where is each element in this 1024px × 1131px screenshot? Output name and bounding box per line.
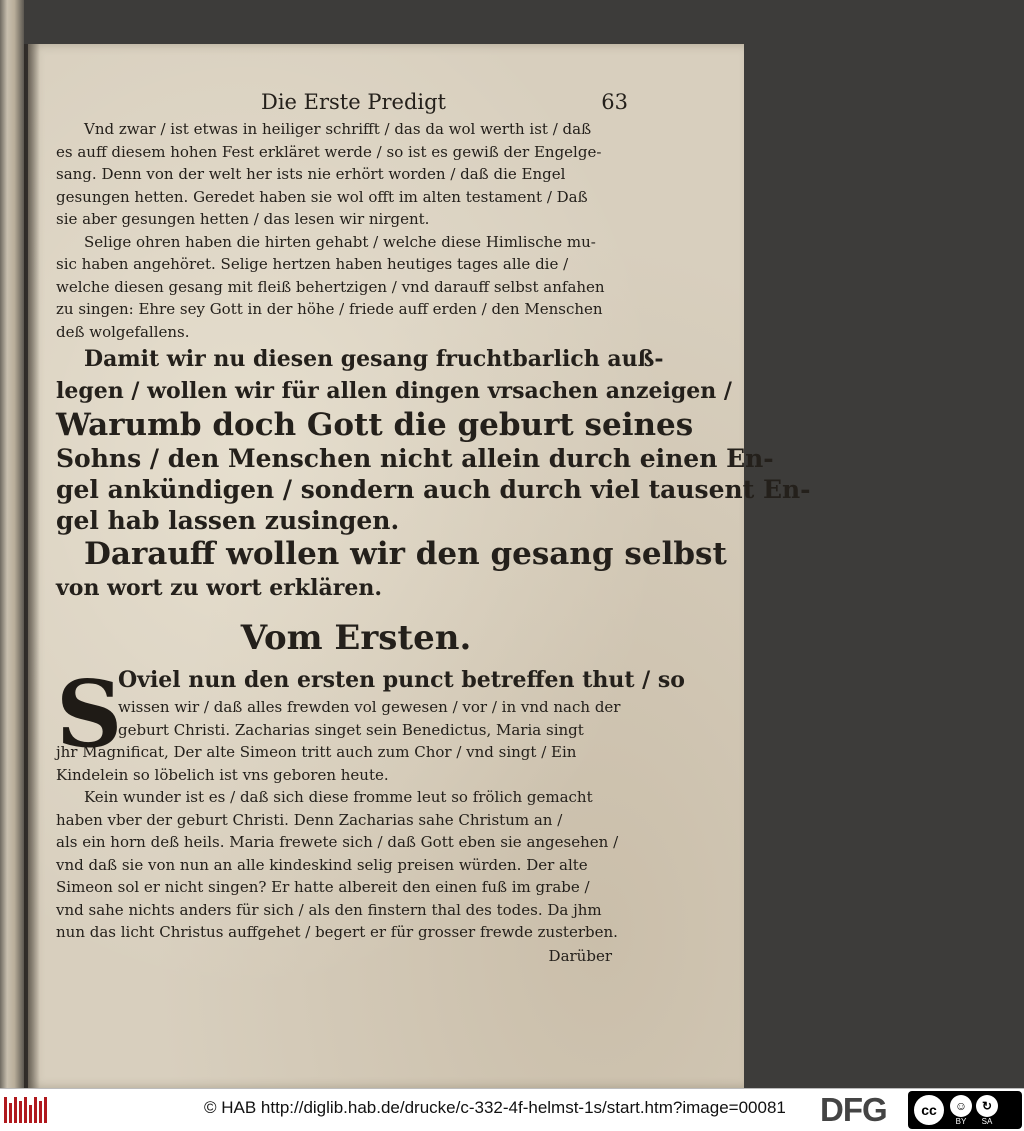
text-line: Vnd zwar / ist etwas in heiliger schrifft / das da wol werth ist / daß: [84, 120, 592, 138]
paragraph-2: [56, 231, 616, 344]
text-line: Kindelein so löbelich ist vns geboren heute.: [56, 765, 389, 784]
page-number: 63: [601, 90, 628, 114]
text-line: gel hab lassen zusingen.: [56, 506, 400, 535]
catchword: Darüber: [548, 946, 612, 965]
text-line: nun das licht Christus auffgehet / begert er für grosser frewde zusterben.: [56, 923, 618, 941]
text-line: deß wolgefallens.: [56, 322, 190, 341]
by-badge: [950, 1095, 972, 1126]
text-line: Sohns / den Menschen nicht allein durch einen En-: [56, 444, 774, 473]
text-line: geburt Christi. Zacharias singet sein Benedictus, Maria singt: [118, 720, 584, 739]
cc-by-sa-icon[interactable]: [908, 1091, 1022, 1129]
text-line: legen / wollen wir für allen dingen vrsachen anzeigen /: [56, 378, 732, 404]
text-line: Kein wunder ist es / daß sich diese fromme leut so frölich gemacht: [84, 788, 593, 806]
copyright-link[interactable]: © HAB http://diglib.hab.de/drucke/c-332-4f-helmst-1s/start.htm?image=00081: [204, 1098, 786, 1117]
text-line: Warumb doch Gott die geburt seines: [56, 407, 694, 443]
text-line: Simeon sol er nicht singen? Er hatte albereit den einen fuß im grabe /: [56, 878, 590, 896]
text-line: von wort zu wort erklären.: [56, 575, 382, 601]
paragraph-4: [56, 407, 811, 536]
text-line: welche diesen gesang mit fleiß behertzigen / vnd darauff selbst anfahen: [56, 277, 605, 296]
sa-label: SA: [981, 1116, 993, 1126]
text-line: Darauff wollen wir den gesang selbst: [84, 536, 727, 572]
paragraph-3: [56, 343, 732, 407]
cc-icon: cc: [912, 1093, 946, 1127]
text-line: gel ankündigen / sondern auch durch viel tausent En-: [56, 475, 811, 504]
text-line: sic haben angehöret. Selige hertzen haben heutiges tages alle die /: [56, 255, 569, 273]
page-text: [56, 86, 811, 968]
hab-logo-icon[interactable]: [4, 1097, 48, 1123]
paragraph-1: [56, 118, 616, 231]
paragraph-6: [56, 660, 685, 786]
text-line: vnd daß sie von nun an alle kindeskind selig preisen würden. Der alte: [56, 855, 588, 874]
sa-badge: [976, 1095, 998, 1126]
text-line: als ein horn deß heils. Maria frewete sich / daß Gott eben sie angesehen /: [56, 833, 619, 851]
paragraph-7: [56, 786, 619, 944]
gutter-shadow: [24, 44, 40, 1088]
share-alike-icon: ↻: [976, 1095, 998, 1117]
person-icon: ☺: [950, 1095, 972, 1117]
footer-bar: [0, 1088, 1024, 1131]
text-line: Damit wir nu diesen gesang fruchtbarlich auß-: [84, 346, 664, 372]
by-label: BY: [955, 1116, 967, 1126]
text-line: Selige ohren haben die hirten gehabt / welche diese Himlische mu-: [84, 232, 596, 251]
text-line: zu singen: Ehre sey Gott in der höhe / friede auff erden / den Menschen: [56, 300, 603, 318]
running-head-row: [56, 86, 628, 118]
running-head: Die Erste Predigt: [261, 90, 446, 114]
text-line: wissen wir / daß alles frewden vol gewesen / vor / in vnd nach der: [118, 698, 621, 716]
text-line: gesungen hetten. Geredet haben sie wol offt im alten testament / Daß: [56, 187, 588, 206]
text-line: sang. Denn von der welt her ists nie erhört worden / daß die Engel: [56, 165, 566, 183]
text-line: es auff diesem hohen Fest erkläret werde / so ist es gewiß der Engelge-: [56, 142, 602, 161]
dfg-logo[interactable]: DFG: [820, 1091, 887, 1128]
text-line: haben vber der geburt Christi. Denn Zacharias sahe Christum an /: [56, 810, 563, 829]
text-line: Oviel nun den ersten punct betreffen thut / so: [118, 667, 685, 693]
section-heading: Vom Ersten.: [240, 618, 472, 658]
text-line: jhr Magnificat, Der alte Simeon tritt auch zum Chor / vnd singt / Ein: [56, 743, 577, 761]
text-line: sie aber gesungen hetten / das lesen wir nirgent.: [56, 210, 430, 228]
drop-cap-initial: S: [56, 660, 123, 768]
paragraph-5: [56, 536, 727, 604]
left-page-edge: [0, 0, 24, 1088]
text-line: vnd sahe nichts anders für sich / als den finstern thal des todes. Da jhm: [56, 900, 602, 919]
